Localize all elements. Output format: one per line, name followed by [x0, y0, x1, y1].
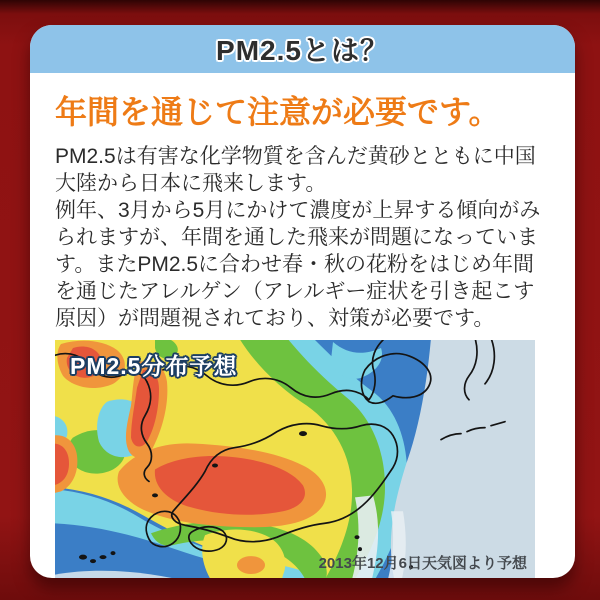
pm25-forecast-map	[55, 340, 535, 578]
map-title: PM2.5分布予想	[70, 352, 238, 379]
card-header	[30, 25, 575, 73]
card-body	[30, 73, 575, 578]
paragraph-2: 例年、3月から5月にかけて濃度が上昇する傾向がみられますが、年間を通した飛来が問題になっています。またPM2.5に合わせ春・秋の花粉をはじめ年間を通じたアレルゲン（アレルギー症状を引き起こす原因）が問題視されており、対策が必要です。	[55, 199, 541, 331]
paragraph-1: PM2.5は有害な化学物質を含んだ黄砂とともに中国大陸から日本に飛来します。	[55, 145, 536, 196]
map-caption: 2013年12月6日天気図より予想	[318, 554, 527, 572]
headline: 年間を通じて注意が必要です。	[55, 94, 501, 130]
info-card	[30, 25, 575, 578]
page-title: PM2.5とは？	[216, 35, 389, 66]
body-text	[55, 143, 550, 333]
